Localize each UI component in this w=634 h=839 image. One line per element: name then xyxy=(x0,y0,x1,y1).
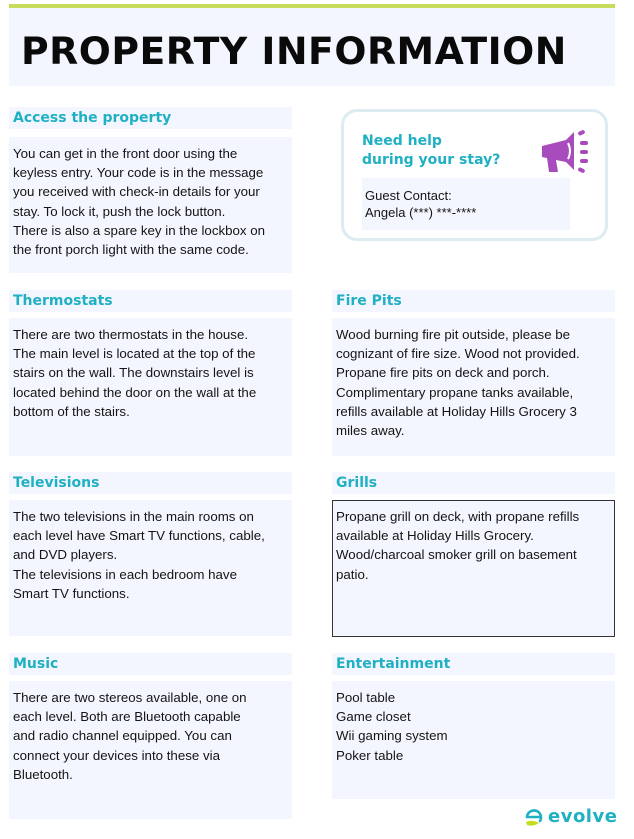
section-heading-televisions: Televisions xyxy=(9,472,292,494)
guest-contact-box xyxy=(362,178,570,230)
section-body-entertainment xyxy=(332,681,615,799)
page-title: PROPERTY INFORMATION xyxy=(21,30,567,73)
section-heading-entertainment: Entertainment xyxy=(332,653,615,675)
section-heading-music: Music xyxy=(9,653,292,675)
help-title: Need help during your stay? xyxy=(362,133,501,168)
section-body-music: There are two stereos available, one on each level. Both are Bluetooth capable and radio channel equipped. You can connect your devices into these via Bluetooth. xyxy=(9,681,292,819)
section-heading-access: Access the property xyxy=(9,107,292,129)
guest-contact-value: Angela (***) ***-**** xyxy=(365,205,477,220)
evolve-logo-icon xyxy=(524,807,544,827)
evolve-logo xyxy=(524,806,618,828)
help-card xyxy=(341,109,608,241)
section-heading-grills: Grills xyxy=(332,472,615,494)
logo-text: evolve xyxy=(548,806,618,827)
section-heading-thermostats: Thermostats xyxy=(9,290,292,312)
guest-contact-label: Guest Contact: xyxy=(365,188,452,203)
entertainment-item: Game closet xyxy=(336,709,411,725)
entertainment-item: Poker table xyxy=(336,747,404,763)
title-banner xyxy=(9,8,615,86)
section-body-access: You can get in the front door using the keyless entry. Your code is in the message you received with check-in details for your stay. To lock it, push the lock button. There is also a spare key in the lockbox on the front porch light with the same code. xyxy=(9,137,292,273)
section-body-televisions: The two televisions in the main rooms on each level have Smart TV functions, cable, and DVD players. The televisions in each bedroom have Smart TV functions. xyxy=(9,500,292,636)
section-heading-fire-pits: Fire Pits xyxy=(332,290,615,312)
entertainment-item: Pool table xyxy=(336,690,396,705)
section-body-thermostats: There are two thermostats in the house. The main level is located at the top of the stairs on the wall. The downstairs level is located behind the door on the wall at the bottom of the stairs. xyxy=(9,318,292,456)
megaphone-icon xyxy=(538,128,592,176)
section-body-fire-pits: Wood burning fire pit outside, please be cognizant of fire size. Wood not provided. Propane fire pits on deck and porch. Complimentary propane tanks available, refills available at Holiday Hills Grocery 3 miles away. xyxy=(332,318,615,456)
entertainment-item: Wii gaming system xyxy=(336,728,448,744)
section-body-grills: Propane grill on deck, with propane refills available at Holiday Hills Grocery. Wood/charcoal smoker grill on basement patio. xyxy=(332,500,615,637)
